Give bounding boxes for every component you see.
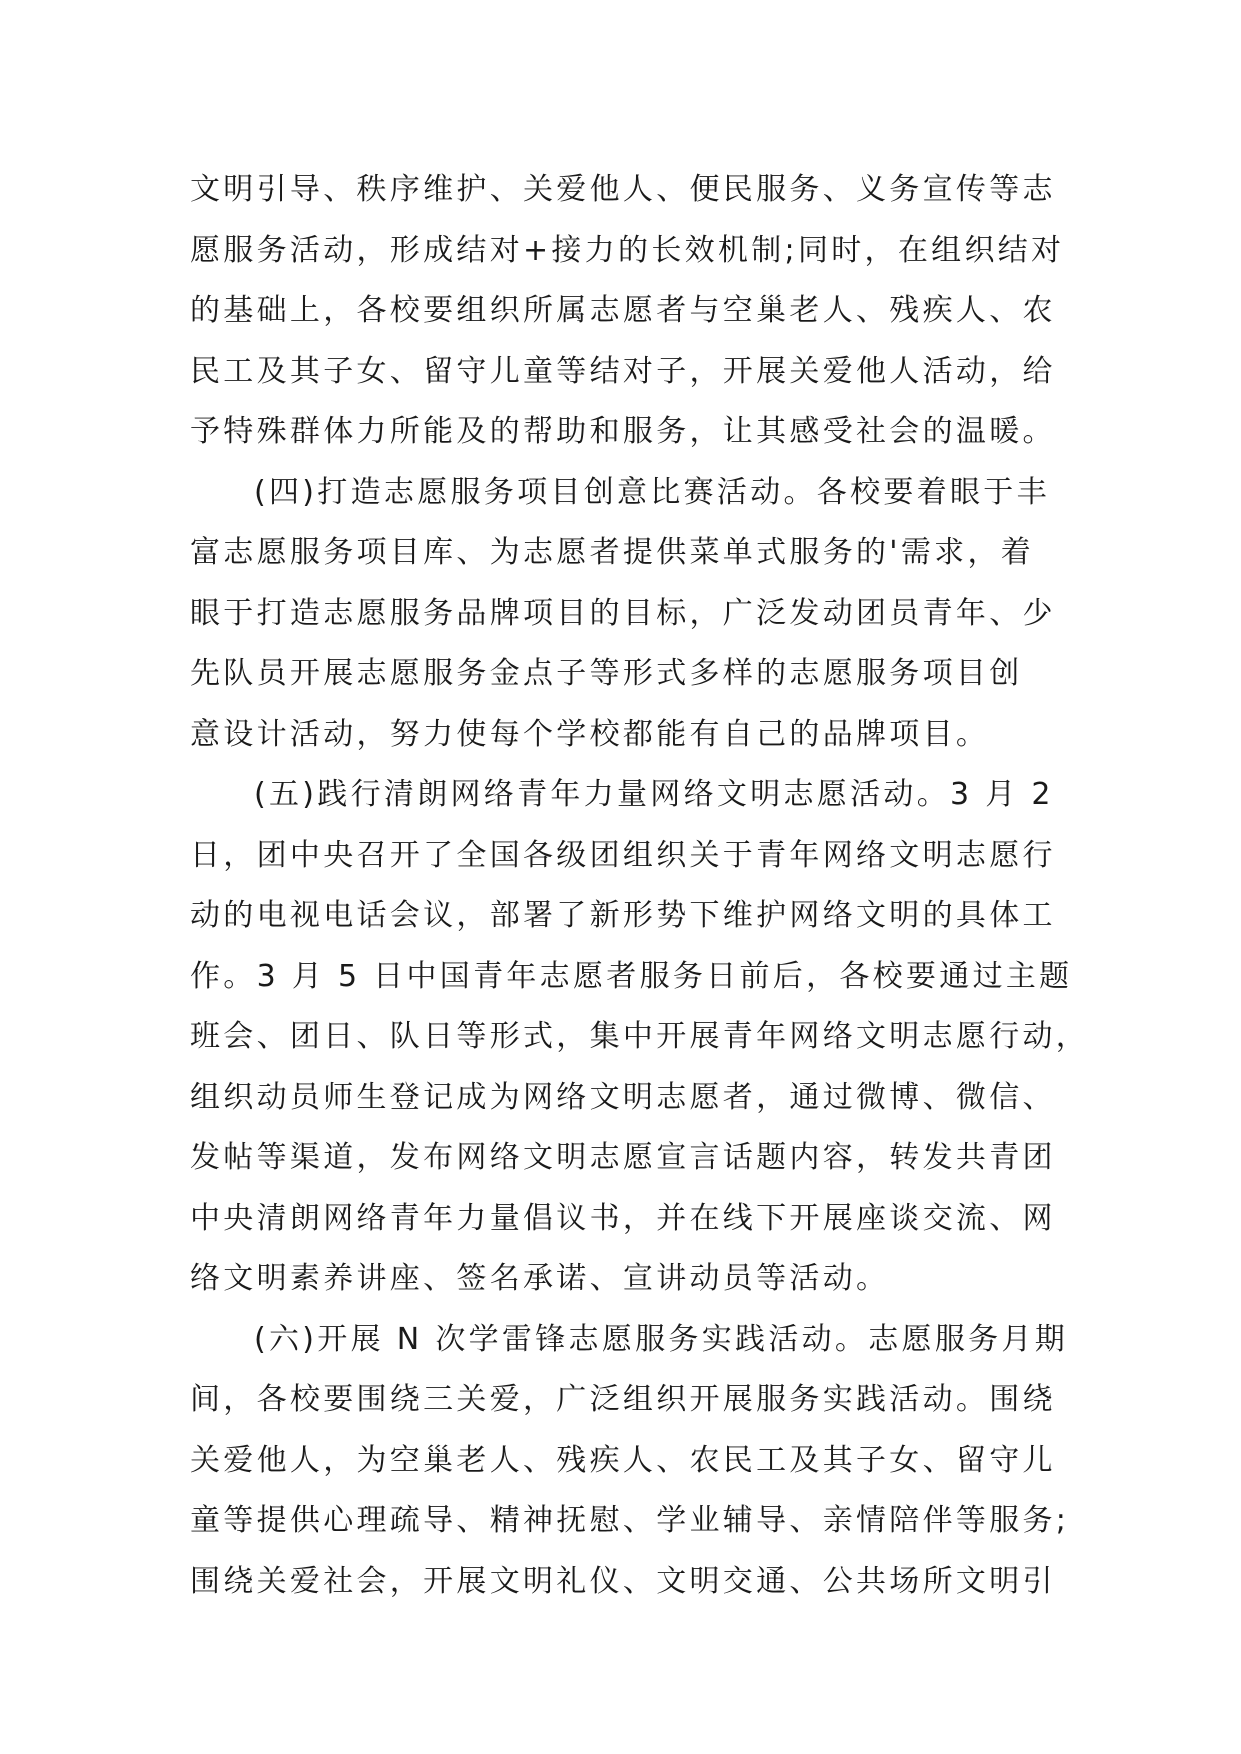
text-line: 间，各校要围绕三关爱，广泛组织开展服务实践活动。围绕 [190, 1382, 1056, 1417]
paragraph-section-5 [190, 765, 1090, 1310]
text-line: 围绕关爱社会，开展文明礼仪、文明交通、公共场所文明引 [190, 1563, 1056, 1599]
text-line: (六)开展 N 次学雷锋志愿服务实践活动。志愿服务月期 [254, 1321, 1069, 1357]
text-line: 的基础上，各校要组织所属志愿者与空巢老人、残疾人、农 [190, 293, 1056, 328]
text-line: 文明引导、秩序维护、关爱他人、便民服务、义务宣传等志 [190, 172, 1056, 207]
text-line: 富志愿服务项目库、为志愿者提供菜单式服务的'需求，着 [190, 535, 1035, 570]
text-line: 动的电视电话会议，部署了新形势下维护网络文明的具体工 [190, 898, 1056, 933]
paragraph-section-6 [190, 1310, 1070, 1613]
text-line: 予特殊群体力所能及的帮助和服务，让其感受社会的温暖。 [190, 414, 1056, 449]
text-line: 班会、团日、队日等形式，集中开展青年网络文明志愿行动， [190, 1019, 1090, 1054]
text-line: 日，团中央召开了全国各级团组织关于青年网络文明志愿行 [190, 837, 1056, 873]
text-line: 民工及其子女、留守儿童等结对子，开展关爱他人活动，给 [190, 353, 1056, 389]
text-line: (五)践行清朗网络青年力量网络文明志愿活动。3 月 2 [254, 777, 1054, 812]
text-line: 先队员开展志愿服务金点子等形式多样的志愿服务项目创 [190, 656, 1023, 691]
text-line: (四)打造志愿服务项目创意比赛活动。各校要着眼于丰 [254, 474, 1050, 510]
paragraph-section-4 [190, 463, 1070, 766]
document-body [190, 160, 1090, 1612]
text-line: 关爱他人，为空巢老人、残疾人、农民工及其子女、留守儿 [190, 1442, 1056, 1478]
text-line: 作。3 月 5 日中国青年志愿者服务日前后，各校要通过主题 [190, 958, 1073, 994]
text-line: 中央清朗网络青年力量倡议书，并在线下开展座谈交流、网 [190, 1200, 1056, 1236]
text-line: 愿服务活动，形成结对+接力的长效机制;同时，在组织结对 [190, 232, 1065, 268]
paragraph-continuation [190, 160, 1070, 463]
text-line: 意设计活动，努力使每个学校都能有自己的品牌项目。 [190, 716, 990, 752]
text-line: 组织动员师生登记成为网络文明志愿者，通过微博、微信、 [190, 1079, 1056, 1115]
text-line: 发帖等渠道，发布网络文明志愿宣言话题内容，转发共青团 [190, 1140, 1056, 1175]
text-line: 眼于打造志愿服务品牌项目的目标，广泛发动团员青年、少 [190, 595, 1056, 631]
text-line: 络文明素养讲座、签名承诺、宣讲动员等活动。 [190, 1261, 890, 1296]
text-line: 童等提供心理疏导、精神抚慰、学业辅导、亲情陪伴等服务; [190, 1503, 1070, 1538]
